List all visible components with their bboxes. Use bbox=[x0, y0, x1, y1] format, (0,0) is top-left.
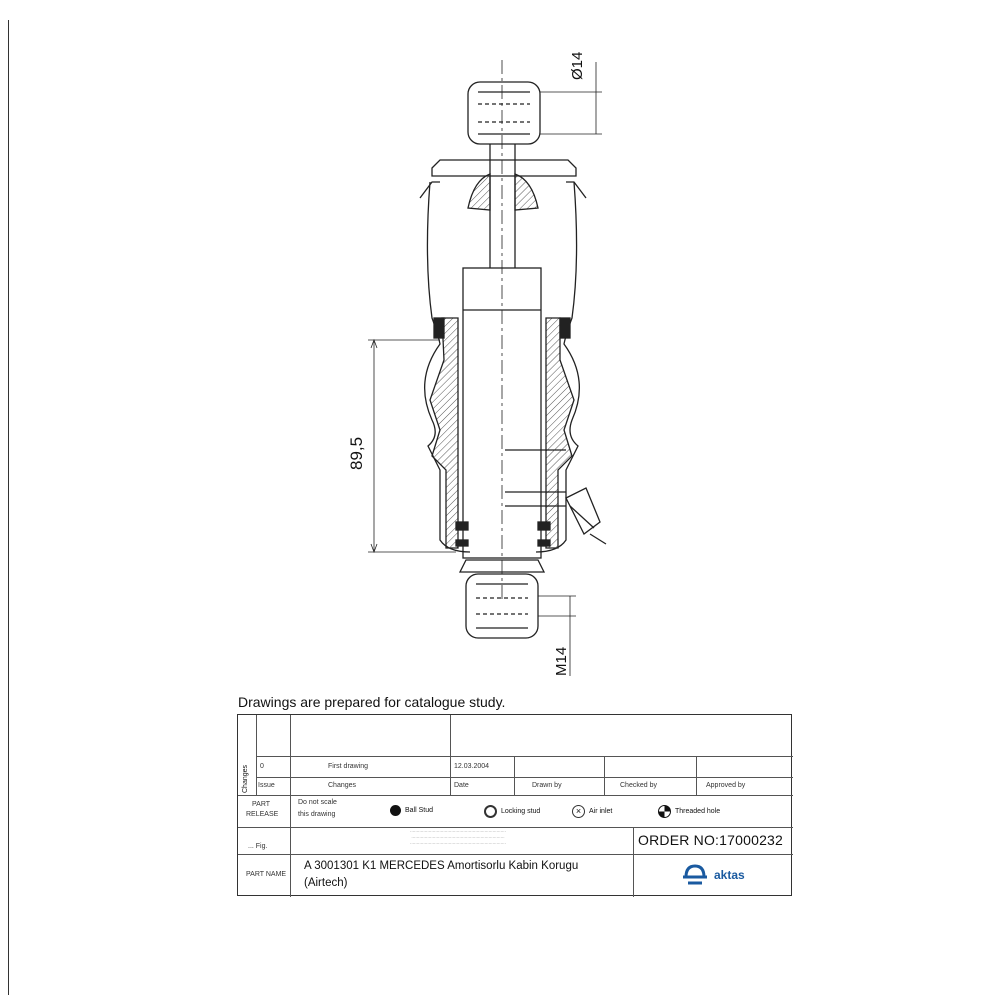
air-inlet-label: Air inlet bbox=[589, 808, 613, 815]
part-name-label: PART NAME bbox=[246, 871, 287, 878]
threaded-hole-label: Threaded hole bbox=[675, 808, 721, 815]
date-header: Date bbox=[454, 782, 469, 789]
change-value: First drawing bbox=[328, 763, 369, 770]
top-eye bbox=[468, 82, 540, 144]
locking-stud-symbol bbox=[484, 805, 540, 818]
ball-stud-label: Ball Stud bbox=[405, 807, 434, 814]
air-inlet-symbol bbox=[572, 805, 612, 818]
order-label: ORDER NO: bbox=[638, 832, 720, 848]
quartered-circle-icon bbox=[658, 805, 671, 818]
catalogue-note: Drawings are prepared for catalogue study. bbox=[238, 694, 506, 710]
brand-logo bbox=[682, 863, 745, 887]
part-release-label-1: PART bbox=[252, 801, 271, 808]
dim-bottom-thread: M14 bbox=[553, 646, 570, 676]
part-name-line1: A 3001301 K1 MERCEDES Amortisorlu Kabin Korugu bbox=[304, 860, 579, 872]
title-block bbox=[237, 714, 792, 896]
locking-stud-label: Locking stud bbox=[501, 808, 541, 815]
cross-circle-icon: × bbox=[572, 805, 585, 818]
part-name bbox=[304, 858, 578, 892]
ball-stud-symbol bbox=[390, 805, 433, 816]
dim-length: 89,5 bbox=[347, 436, 366, 470]
aktas-logo-icon bbox=[682, 863, 708, 887]
threaded-hole-symbol bbox=[658, 805, 720, 818]
dim-top-diameter: Ø14 bbox=[569, 51, 586, 80]
filled-circle-icon bbox=[390, 805, 401, 816]
brand-name: aktas bbox=[714, 868, 745, 882]
fig-label: ... Fig. bbox=[248, 843, 268, 850]
part-release-label-2: RELEASE bbox=[246, 811, 279, 818]
changes-header: Changes bbox=[328, 782, 357, 789]
do-not-scale: Do not scale bbox=[298, 799, 337, 806]
changes-label: Changes bbox=[242, 764, 249, 793]
order-value: 17000232 bbox=[719, 832, 784, 848]
fine-print-block: ········································································ ······································································ ········································································ bbox=[410, 829, 506, 846]
no-drawing: this drawing bbox=[298, 811, 336, 818]
order-number bbox=[638, 832, 783, 848]
ring-circle-icon bbox=[484, 805, 497, 818]
issue-value: 0 bbox=[260, 763, 264, 770]
date-value: 12.03.2004 bbox=[454, 763, 490, 770]
drawn-by-header: Drawn by bbox=[532, 782, 562, 789]
approved-by-header: Approved by bbox=[706, 782, 746, 789]
issue-header: Issue bbox=[258, 782, 275, 789]
checked-by-header: Checked by bbox=[620, 782, 657, 789]
part-name-line2: (Airtech) bbox=[304, 877, 348, 889]
